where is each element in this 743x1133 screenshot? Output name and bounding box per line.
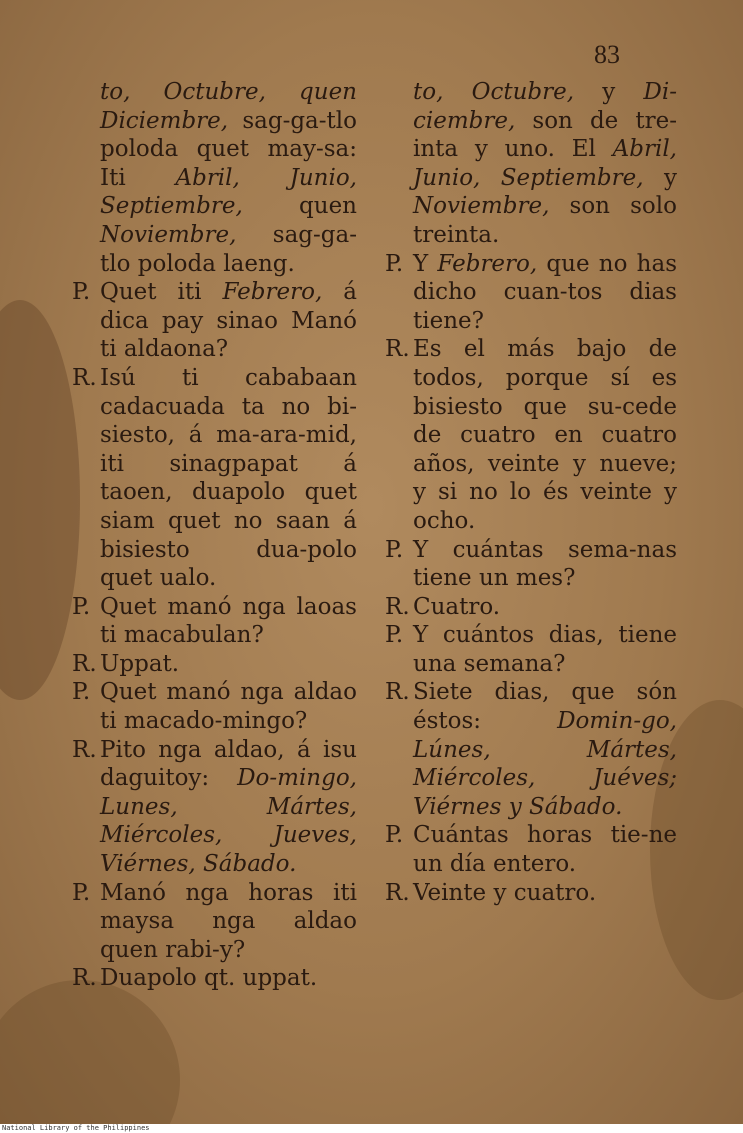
entry-label: R. [385,593,410,620]
body-text: Y cuántas sema-nas tiene un mes? [413,536,677,592]
italic-text: Febrero, [437,250,538,277]
italic-text: Do-mingo, Lunes, Mártes, Miércoles, Jueves, Viérnes, Sábado. [100,765,357,878]
body-text: sag-ga-tlo poloda laeng. [100,221,357,277]
question-entry [72,879,357,965]
answer-entry [72,736,357,879]
body-text: Isú ti cababaan cadacuada ta no bi-siesto, á ma-ara-mid, iti sinagpapat á taoen, duapolo quet siam quet no saan á bisiesto dua-polo quet ualo. [100,364,357,592]
italic-text: Abril, Junio, Septiembre, [100,164,357,220]
body-text: Quet manó nga aldao ti macado-mingo? [100,679,357,735]
body-text: Veinte y cuatro. [413,879,597,906]
body-text: quen [242,193,357,220]
entry-label: R. [385,879,410,906]
answer-entry [72,364,357,593]
page-number: 83 [594,40,620,69]
body-text: y [574,79,644,105]
page-stain [0,300,80,700]
ilocano-intro [72,78,357,278]
italic-text: to, Octubre, quen Diciembre, [100,79,357,134]
entry-label: P. [72,593,91,620]
body-text: Pito nga aldao, á isu daguitoy: [100,736,357,792]
entry-label: P. [385,536,404,563]
body-text: que no has dicho cuan-tos dias tiene? [413,250,677,334]
entry-label: R. [72,965,97,992]
question-entry [385,250,677,336]
body-text: á dica pay sinao Manó ti aldaona? [100,279,357,363]
page-stain [0,980,180,1124]
ilocano-entries [72,278,357,993]
italic-text: Noviembre, [413,193,550,220]
spanish-intro [385,78,677,250]
answer-entry [385,335,677,535]
question-entry [385,821,677,878]
body-text: son de tre-inta y uno. El [413,107,677,163]
answer-entry [385,593,677,622]
question-entry [72,278,357,364]
body-text: sag-ga-tlo poloda quet may-sa: Iti [100,107,357,191]
library-footer: National Library of the Philippines [2,1124,150,1132]
question-entry [385,536,677,593]
question-entry [72,593,357,650]
question-entry [385,621,677,678]
answer-entry [72,650,357,679]
body-text: Es el más bajo de todos, porque sí es bisiesto que su-cede de cuatro en cuatro años, veinte y nueve; y si no lo és veinte y ocho. [413,336,677,534]
question-entry [72,678,357,735]
answer-entry [385,879,677,908]
italic-text: Di-ciembre, [413,79,677,134]
body-text: son solo treinta. [413,193,677,248]
entry-label: R. [72,736,97,763]
entry-label: P. [72,279,91,306]
body-text: Y cuántos dias, tiene una semana? [413,622,677,677]
entry-label: P. [385,822,404,849]
ilocano-column [72,78,357,993]
body-text: Quet iti [100,279,223,306]
answer-entry [385,678,677,821]
entry-label: P. [72,879,91,906]
entry-label: R. [385,679,410,706]
spanish-column [385,78,677,907]
body-text: Siete dias, que són éstos: [413,679,677,735]
italic-text: Domin-go, Lúnes, Mártes, Miércoles, Juéves; Viérnes y Sábado. [413,708,677,820]
answer-entry [72,964,357,993]
body-text: Duapolo qt. uppat. [100,965,318,992]
body-text: Cuatro. [413,593,501,620]
body-text: y [643,164,677,191]
body-text: Manó nga horas iti maysa nga aldao quen rabi-y? [100,879,357,963]
body-text: Quet manó nga laoas ti macabulan? [100,593,357,649]
italic-text: Noviembre, [100,221,237,248]
spanish-entries [385,250,677,908]
entry-label: P. [385,250,404,277]
entry-label: P. [385,622,404,649]
body-text: Y [413,250,438,277]
entry-label: R. [72,364,97,391]
italic-text: Febrero, [222,279,323,306]
entry-label: R. [385,336,410,363]
italic-text: to, Octubre, [413,79,575,105]
italic-text: Abril, Junio, Septiembre, [413,136,677,191]
entry-label: R. [72,650,97,677]
entry-label: P. [72,679,91,706]
body-text: Cuántas horas tie-ne un día entero. [413,822,677,878]
body-text: Uppat. [100,650,180,677]
